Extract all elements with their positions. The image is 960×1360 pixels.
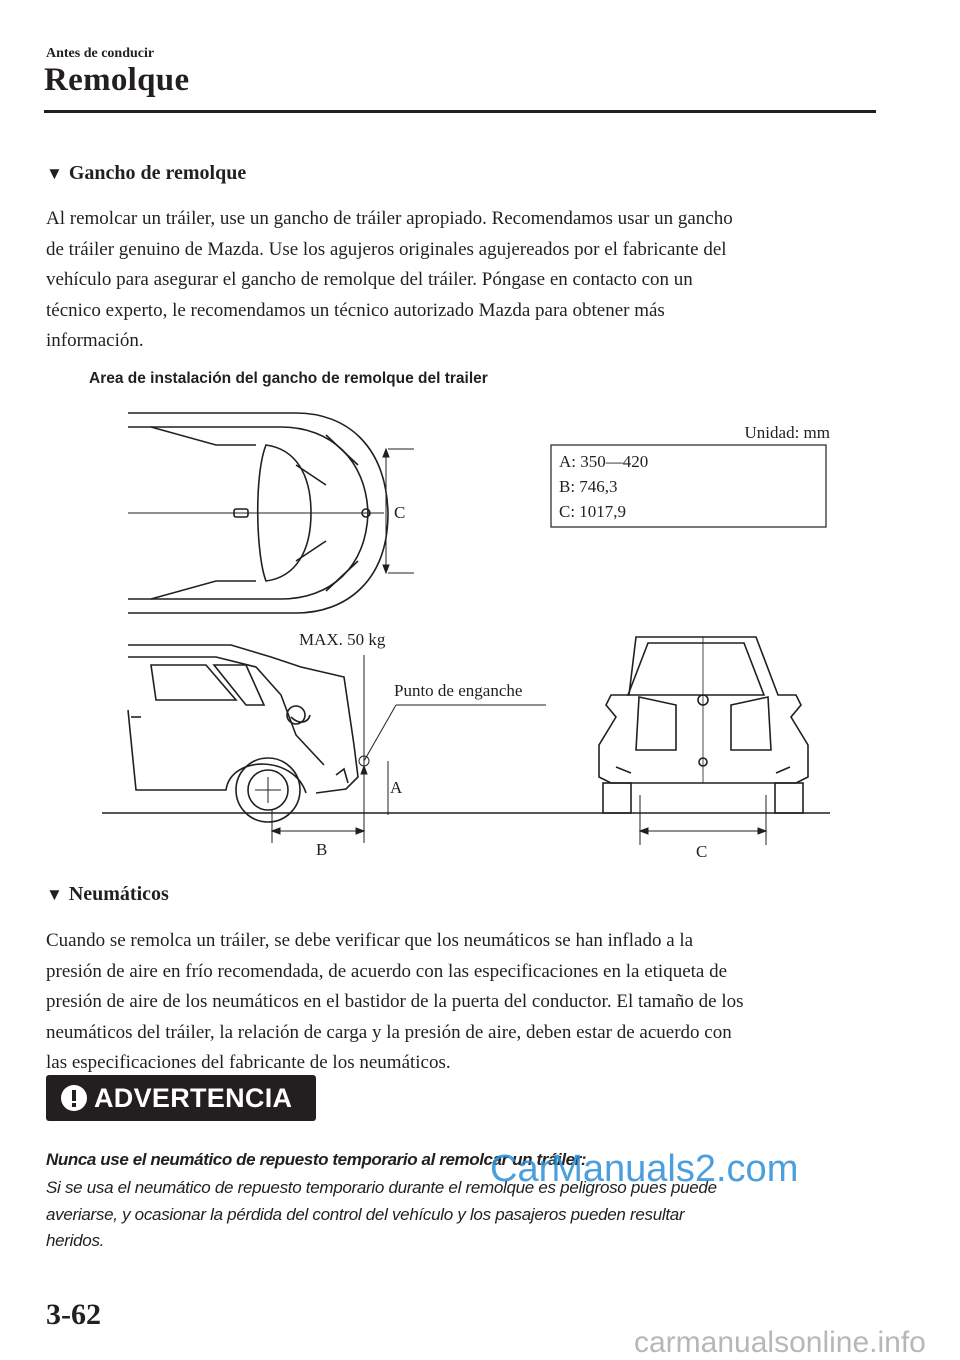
hitch-paragraph [46, 204, 876, 357]
hitch-diagram [96, 405, 836, 860]
page-title: Remolque [44, 62, 190, 98]
warning-label: ADVERTENCIA [94, 1083, 293, 1113]
dim-c-top-label: C [394, 503, 406, 522]
max-load-label: MAX. 50 kg [299, 630, 386, 649]
title-rule [44, 110, 876, 113]
dim-b-label: B [316, 840, 328, 859]
tires-line: las especificaciones del fabricante de los neumáticos. [46, 1052, 451, 1073]
tires-paragraph [46, 926, 876, 1079]
page-number: 3-62 [46, 1298, 101, 1331]
car-top-view [128, 413, 388, 613]
dim-c-rear-label: C [696, 842, 708, 860]
hitch-point-label: Punto de enganche [394, 681, 523, 700]
section-heading-hitch-text: Gancho de remolque [68, 162, 247, 184]
unit-label: Unidad: mm [744, 423, 830, 442]
spec-a: A: 350—420 [559, 452, 649, 471]
spec-c: C: 1017,9 [559, 502, 627, 521]
car-rear-view [599, 637, 808, 813]
tires-line: neumáticos del tráiler, la relación de carga y la presión de aire, deben estar de acuerdo con [46, 1021, 732, 1043]
tires-line: presión de aire de los neumáticos en el bastidor de la puerta del conductor. El tamaño de los [46, 991, 744, 1012]
section-heading-tires [46, 883, 169, 906]
hitch-line: vehículo para asegurar el gancho de remolque del tráiler. Póngase en contacto con un [46, 269, 693, 290]
triangle-down-icon: ▼ [46, 164, 63, 183]
hitch-line: Al remolcar un tráiler, use un gancho de tráiler apropiado. Recomendamos usar un gancho [46, 208, 733, 229]
hitch-line: de tráiler genuino de Mazda. Use los agujeros originales agujereados por el fabricante del [46, 238, 727, 260]
watermark-top: CarManuals2.com [490, 1148, 799, 1190]
warning-badge [46, 1075, 316, 1121]
warning-line: averiarse, y ocasionar la pérdida del control del vehículo y los pasajeros pueden resultar [46, 1204, 685, 1224]
hitch-line: técnico experto, le recomendamos un técnico autorizado Mazda para obtener más [46, 299, 665, 321]
section-heading-tires-text: Neumáticos [68, 883, 169, 905]
dimension-c-rear [640, 795, 766, 845]
tires-line: presión de aire en frío recomendada, de acuerdo con las especificaciones en la etiqueta de [46, 960, 728, 982]
warning-line: heridos. [46, 1231, 105, 1250]
section-heading-hitch [46, 162, 246, 185]
warning-bold-line: Nunca use el neumático de repuesto temporario al remolcar un tráiler: [46, 1150, 587, 1169]
figure-caption: Area de instalación del gancho de remolque del trailer [89, 370, 488, 387]
hitch-line: información. [46, 330, 144, 351]
dim-a-label: A [390, 778, 403, 797]
tires-line: Cuando se remolca un tráiler, se debe verificar que los neumáticos se han inflado a la [46, 930, 694, 951]
car-side-view [128, 645, 358, 822]
watermark-bottom: carmanualsonline.info [634, 1326, 926, 1359]
warning-icon [60, 1084, 88, 1112]
triangle-down-icon: ▼ [46, 885, 63, 904]
spec-b: B: 746,3 [559, 477, 618, 496]
warning-line: Si se usa el neumático de repuesto temporario durante el remolque es peligroso pues puede [46, 1178, 717, 1197]
chapter-title: Antes de conducir [46, 46, 155, 61]
